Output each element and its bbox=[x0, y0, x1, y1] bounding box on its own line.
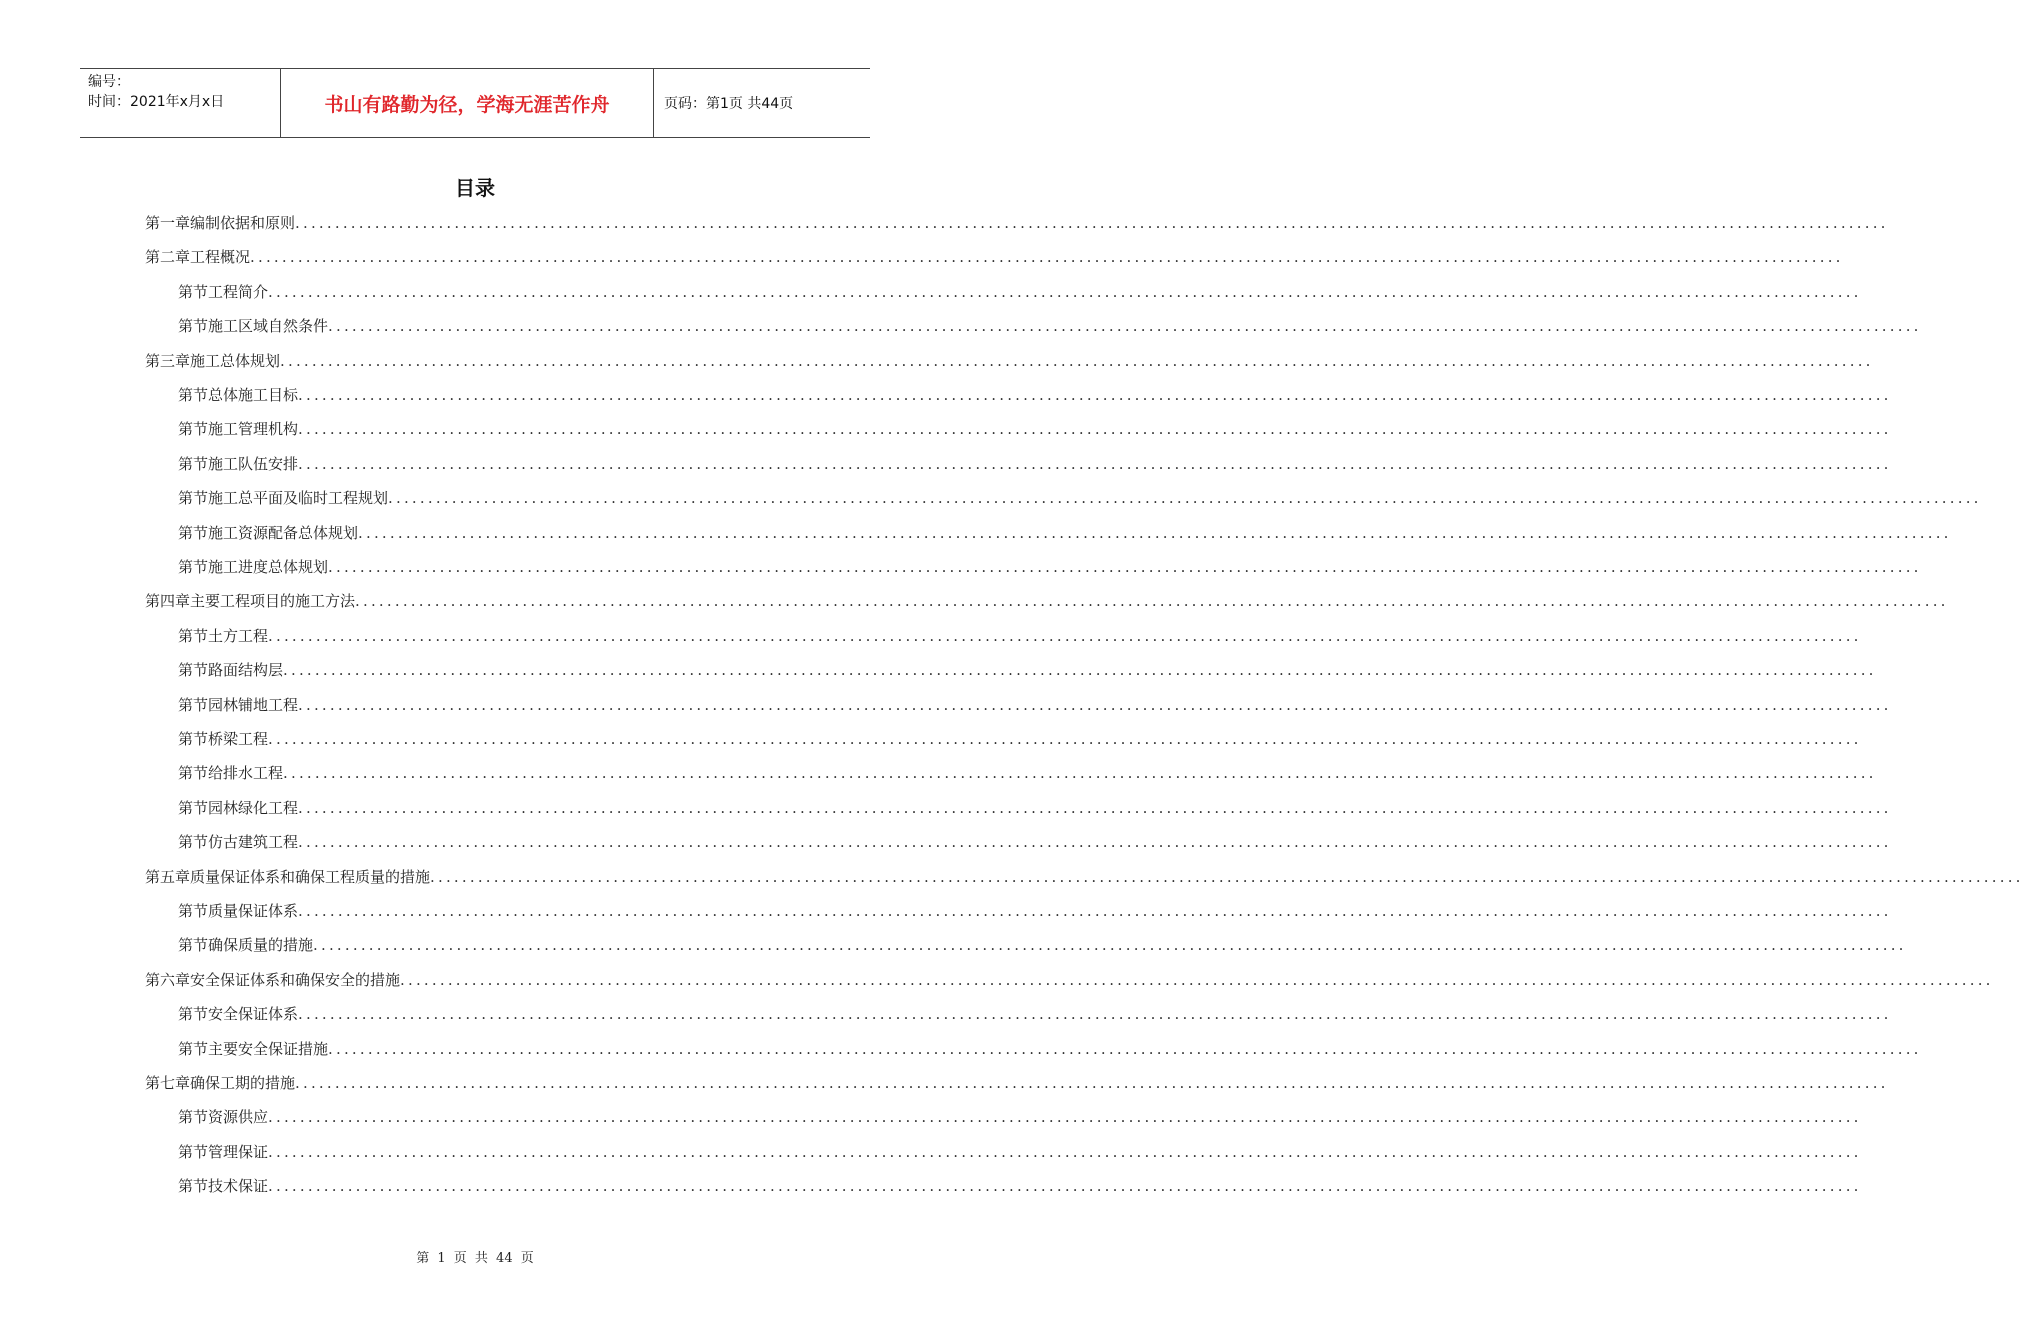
toc-dot-leader: ........................................................................................................................................................................................................ bbox=[328, 317, 1922, 336]
toc-section-entry[interactable] bbox=[178, 384, 1892, 418]
toc-section-entry[interactable] bbox=[178, 1106, 1862, 1140]
toc-dot-leader: ........................................................................................................................................................................................................ bbox=[298, 695, 1892, 714]
toc-entry-title: 总体施工目标 bbox=[208, 386, 299, 404]
toc-entry-title: 施工区域自然条件 bbox=[208, 317, 329, 336]
toc-entry-title: 质量保证体系和确保工程质量的措施 bbox=[190, 867, 431, 886]
toc-entry-number: 第一章 bbox=[145, 214, 191, 232]
toc-section-entry[interactable] bbox=[178, 1003, 1892, 1037]
toc-entry-title: 资源供应 bbox=[208, 1108, 269, 1127]
toc-entry-number: 第节 bbox=[178, 454, 209, 473]
toc-entry-number: 第节 bbox=[178, 661, 209, 680]
toc-entry-title: 园林绿化工程 bbox=[208, 798, 299, 817]
toc-dot-leader: ........................................................................................................................................................................................................ bbox=[328, 558, 1922, 576]
toc-dot-leader: ........................................................................................................................................................................................................ bbox=[283, 764, 1877, 783]
toc-section-entry[interactable] bbox=[178, 934, 1907, 968]
toc-section-entry[interactable] bbox=[178, 831, 1892, 865]
toc-entry-number: 第五章 bbox=[145, 867, 191, 886]
toc-section-entry[interactable] bbox=[178, 694, 1892, 728]
toc-entry-number: 第七章 bbox=[145, 1074, 191, 1092]
toc-section-entry[interactable] bbox=[178, 1175, 1862, 1209]
toc-entry-number: 第节 bbox=[178, 798, 209, 817]
toc-entry-title: 仿古建筑工程 bbox=[208, 833, 299, 852]
toc-entry-number: 第二章 bbox=[145, 248, 191, 267]
toc-dot-leader: ........................................................................................................................................................................................................ bbox=[328, 1039, 1922, 1058]
toc-entry-title: 土方工程 bbox=[208, 626, 269, 645]
toc-chapter-entry[interactable] bbox=[145, 590, 1949, 624]
toc-section-entry[interactable] bbox=[178, 315, 1922, 349]
toc-entry-title: 安全保证体系和确保安全的措施 bbox=[190, 970, 401, 989]
toc-section-entry[interactable] bbox=[178, 762, 1877, 796]
toc-chapter-entry[interactable] bbox=[145, 866, 2024, 900]
header-meta bbox=[80, 69, 281, 137]
toc-dot-leader: ........................................................................................................................................................................................................ bbox=[298, 833, 1892, 852]
toc-dot-leader: ........................................................................................................................................................................................................ bbox=[268, 1108, 1862, 1127]
toc-entry-number: 第节 bbox=[178, 1005, 209, 1024]
toc-entry-number: 第节 bbox=[178, 730, 209, 748]
toc-section-entry[interactable] bbox=[178, 1038, 1922, 1072]
toc-dot-leader: ........................................................................................................................................................................................................ bbox=[283, 661, 1877, 680]
toc-chapter-entry[interactable] bbox=[145, 1072, 1889, 1106]
toc-section-entry[interactable] bbox=[178, 522, 1952, 556]
toc-entry-title: 管理保证 bbox=[208, 1142, 269, 1161]
toc-entry-title: 施工队伍安排 bbox=[208, 454, 299, 473]
toc-entry-number: 第节 bbox=[178, 386, 209, 404]
toc-chapter-entry[interactable] bbox=[145, 212, 1889, 246]
page-header bbox=[80, 68, 870, 138]
header-motto: 书山有路勤为径，学海无涯苦作舟 bbox=[281, 69, 654, 137]
toc-entry-number: 第三章 bbox=[145, 351, 191, 370]
toc-entry-number: 第节 bbox=[178, 833, 209, 852]
toc-entry-title: 施工资源配备总体规划 bbox=[208, 523, 359, 542]
toc-entry-title: 技术保证 bbox=[208, 1177, 269, 1196]
toc-entry-title: 施工总平面及临时工程规划 bbox=[208, 489, 389, 508]
toc-dot-leader: ........................................................................................................................................................................................................ bbox=[355, 592, 1949, 611]
toc-entry-title: 施工进度总体规划 bbox=[208, 558, 329, 576]
toc-chapter-entry[interactable] bbox=[145, 969, 1994, 1003]
page-footer: 第 1 页 共 44 页 bbox=[416, 1251, 534, 1266]
toc-dot-leader: ........................................................................................................................................................................................................ bbox=[430, 867, 2024, 886]
toc-dot-leader: ........................................................................................................................................................................................................ bbox=[298, 902, 1892, 920]
toc-entry-title: 主要安全保证措施 bbox=[208, 1039, 329, 1058]
toc-entry-number: 第节 bbox=[178, 420, 209, 439]
toc-section-entry[interactable] bbox=[178, 728, 1862, 762]
toc-entry-title: 路面结构层 bbox=[208, 661, 284, 680]
toc-section-entry[interactable] bbox=[178, 659, 1877, 693]
toc-entry-title: 确保工期的措施 bbox=[190, 1074, 296, 1092]
toc-section-entry[interactable] bbox=[178, 1141, 1862, 1175]
toc-entry-number: 第六章 bbox=[145, 970, 191, 989]
toc-dot-leader: ........................................................................................................................................................................................................ bbox=[388, 489, 1982, 508]
toc-entry-number: 第节 bbox=[178, 282, 209, 301]
toc-dot-leader: ........................................................................................................................................................................................................ bbox=[280, 351, 1874, 370]
toc-entry-number: 第节 bbox=[178, 1039, 209, 1058]
page-title: 目录 bbox=[455, 176, 495, 200]
toc-dot-leader: ........................................................................................................................................................................................................ bbox=[298, 1005, 1892, 1024]
toc-entry-number: 第节 bbox=[178, 902, 209, 920]
toc-entry-number: 第节 bbox=[178, 764, 209, 783]
toc-dot-leader: ........................................................................................................................................................................................................ bbox=[268, 730, 1862, 748]
toc-entry-number: 第节 bbox=[178, 1142, 209, 1161]
toc-entry-title: 编制依据和原则 bbox=[190, 214, 296, 232]
toc-entry-title: 施工管理机构 bbox=[208, 420, 299, 439]
toc-entry-title: 给排水工程 bbox=[208, 764, 284, 783]
toc-dot-leader: ........................................................................................................................................................................................................ bbox=[298, 420, 1892, 439]
header-page-info: 页码：第1页 共44页 bbox=[664, 96, 794, 112]
toc-entry-number: 第节 bbox=[178, 695, 209, 714]
toc-dot-leader: ........................................................................................................................................................................................................ bbox=[298, 798, 1892, 817]
toc-section-entry[interactable] bbox=[178, 281, 1862, 315]
toc-entry-number: 第节 bbox=[178, 489, 209, 508]
toc-dot-leader: ........................................................................................................................................................................................................ bbox=[250, 248, 1844, 267]
toc-section-entry[interactable] bbox=[178, 797, 1892, 831]
toc-entry-number: 第节 bbox=[178, 1177, 209, 1196]
toc-entry-title: 工程简介 bbox=[208, 282, 269, 301]
header-number-label: 编号： bbox=[88, 74, 130, 90]
toc-dot-leader: ........................................................................................................................................................................................................ bbox=[313, 936, 1907, 955]
toc-entry-number: 第节 bbox=[178, 523, 209, 542]
toc-section-entry[interactable] bbox=[178, 625, 1862, 659]
toc-chapter-entry[interactable] bbox=[145, 350, 1874, 384]
toc-section-entry[interactable] bbox=[178, 453, 1892, 487]
toc-chapter-entry[interactable] bbox=[145, 246, 1844, 280]
toc-section-entry[interactable] bbox=[178, 900, 1892, 934]
toc-entry-title: 桥梁工程 bbox=[208, 730, 269, 748]
toc-dot-leader: ........................................................................................................................................................................................................ bbox=[298, 386, 1892, 404]
toc-dot-leader: ........................................................................................................................................................................................................ bbox=[268, 626, 1862, 645]
toc-dot-leader: ........................................................................................................................................................................................................ bbox=[268, 1177, 1862, 1196]
toc-entry-number: 第节 bbox=[178, 558, 209, 576]
toc-entry-number: 第四章 bbox=[145, 592, 191, 611]
toc-dot-leader: ........................................................................................................................................................................................................ bbox=[295, 214, 1889, 232]
toc-entry-title: 主要工程项目的施工方法 bbox=[190, 592, 356, 611]
toc-dot-leader: ........................................................................................................................................................................................................ bbox=[295, 1074, 1889, 1092]
toc-entry-title: 质量保证体系 bbox=[208, 902, 299, 920]
toc-dot-leader: ........................................................................................................................................................................................................ bbox=[298, 454, 1892, 473]
toc-entry-number: 第节 bbox=[178, 626, 209, 645]
toc-entry-title: 园林铺地工程 bbox=[208, 695, 299, 714]
toc-entry-number: 第节 bbox=[178, 317, 209, 336]
toc-dot-leader: ........................................................................................................................................................................................................ bbox=[268, 282, 1862, 301]
toc-entry-number: 第节 bbox=[178, 936, 209, 955]
toc-section-entry[interactable] bbox=[178, 418, 1892, 452]
toc-dot-leader: ........................................................................................................................................................................................................ bbox=[268, 1142, 1862, 1161]
toc-entry-number: 第节 bbox=[178, 1108, 209, 1127]
toc-dot-leader: ........................................................................................................................................................................................................ bbox=[358, 523, 1952, 542]
toc-dot-leader: ........................................................................................................................................................................................................ bbox=[400, 970, 1994, 989]
toc-entry-title: 施工总体规划 bbox=[190, 351, 281, 370]
toc-entry-title: 确保质量的措施 bbox=[208, 936, 314, 955]
toc-section-entry[interactable] bbox=[178, 556, 1922, 590]
toc-section-entry[interactable] bbox=[178, 487, 1982, 521]
toc-entry-title: 工程概况 bbox=[190, 248, 251, 267]
header-date-label: 时间：2021年x月x日 bbox=[88, 94, 225, 110]
toc-entry-title: 安全保证体系 bbox=[208, 1005, 299, 1024]
